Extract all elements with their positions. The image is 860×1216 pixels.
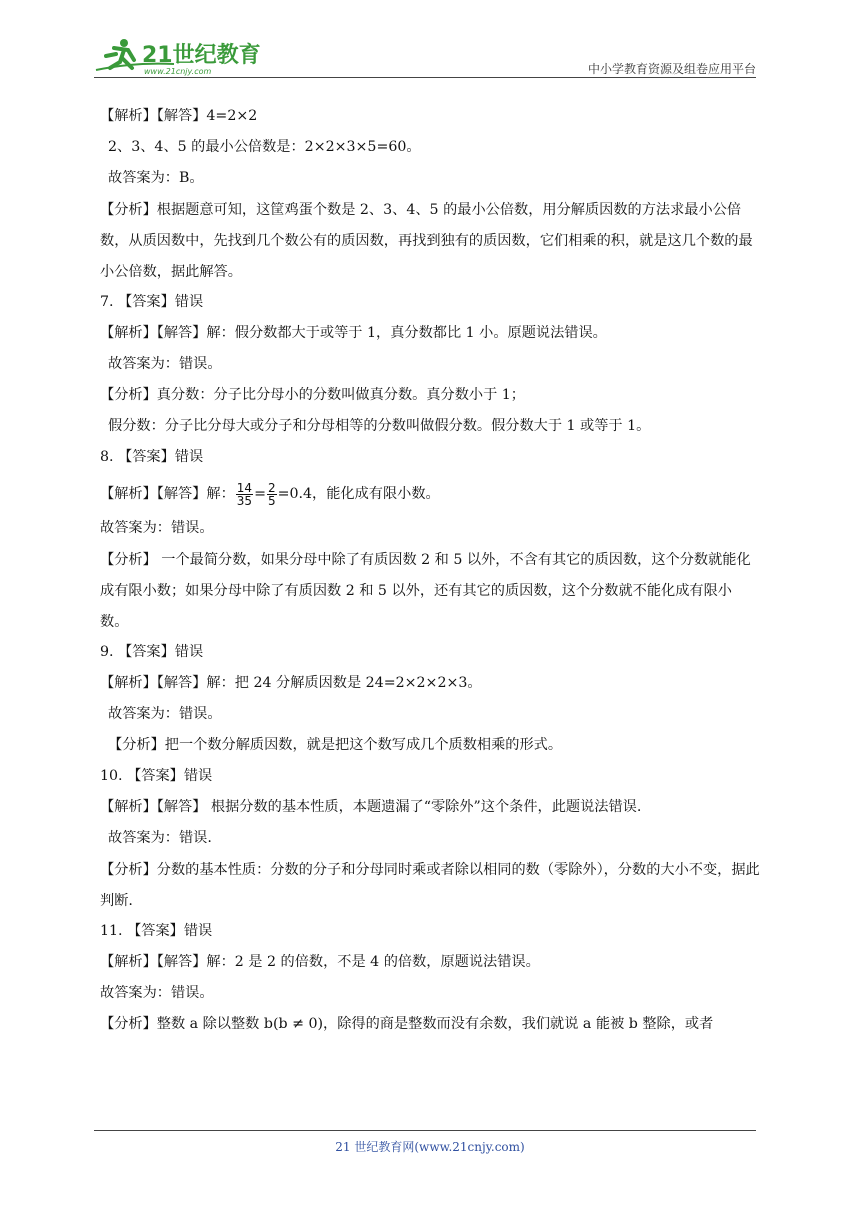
page-header: [94, 30, 756, 80]
site-logo: [94, 34, 264, 78]
text-line: 【解析】【解答】解：假分数都大于或等于 1，真分数都比 1 小。原题说法错误。: [100, 325, 607, 341]
page-footer: 21 世纪教育网(www.21cnjy.com): [335, 1140, 525, 1154]
fraction-denominator: 5: [267, 493, 276, 508]
text-line: 【分析】把一个数分解质因数，就是把这个数写成几个质数相乘的形式。: [108, 737, 563, 753]
text-line: 【分析】真分数：分子比分母小的分数叫做真分数。真分数小于 1；: [100, 387, 525, 403]
text-line: 故答案为：错误。: [108, 706, 222, 722]
analysis-paragraph: 【分析】根据题意可知，这筐鸡蛋个数是 2、3、4、5 的最小公倍数，用分解质因数的方法求最小公倍数，从质因数中，先找到几个数公有的质因数，再找到独有的质因数，它们相乘的积，就是这几个数的最小公倍数，据此解答。: [100, 202, 753, 280]
question-10-answer: 10. 【答案】错误: [100, 768, 213, 784]
text-line: 假分数：分子比分母大或分子和分母相等的分数叫做假分数。假分数大于 1 或等于 1。: [108, 418, 651, 434]
question-11-answer: 11. 【答案】错误: [100, 923, 213, 939]
fraction-denominator: 35: [236, 493, 253, 508]
logo-text: 21世纪教育: [142, 43, 261, 68]
text-line: 故答案为：错误。: [100, 985, 214, 1001]
text-line: 【分析】整数 a 除以整数 b(b ≠ 0)，除得的商是整数而没有余数，我们就说 a 能被 b 整除，或者: [100, 1016, 714, 1032]
text-line: 故答案为：B。: [108, 170, 204, 186]
text-span: 【解析】【解答】解：: [100, 486, 235, 502]
fraction-line: [100, 474, 760, 514]
logo-url: www.21cnjy.com: [144, 67, 212, 76]
text-line: 【解析】【解答】解：把 24 分解质因数是 24=2×2×2×3。: [100, 675, 482, 691]
fraction-14-35: [236, 482, 253, 507]
header-divider: [94, 77, 756, 78]
question-7-answer: 7. 【答案】错误: [100, 294, 204, 310]
text-line: 【解析】【解答】 根据分数的基本性质，本题遗漏了“零除外”这个条件，此题说法错误.: [100, 799, 642, 815]
text-line: 故答案为：错误。: [108, 356, 222, 372]
fraction-numerator: 14: [236, 480, 253, 495]
question-9-answer: 9. 【答案】错误: [100, 644, 204, 660]
text-span: =0.4，能化成有限小数。: [277, 486, 440, 502]
text-line: 故答案为：错误.: [108, 830, 212, 846]
text-line: 2、3、4、5 的最小公倍数是：2×2×3×5=60。: [108, 139, 421, 155]
platform-name: 中小学教育资源及组卷应用平台: [587, 62, 756, 76]
equals-sign: =: [254, 486, 266, 502]
fraction-2-5: [267, 482, 277, 507]
footer-divider: [94, 1130, 756, 1131]
text-line: 故答案为：错误。: [100, 520, 214, 536]
analysis-paragraph: 【分析】 一个最简分数，如果分母中除了有质因数 2 和 5 以外，不含有其它的质因数，这个分数就能化成有限小数；如果分母中除了有质因数 2 和 5 以外，还有其它的质因数，这个分数就不能化成有限小数。: [100, 552, 751, 630]
question-8-answer: 8. 【答案】错误: [100, 449, 204, 465]
text-line: 【解析】【解答】解：2 是 2 的倍数，不是 4 的倍数，原题说法错误。: [100, 954, 540, 970]
text-line: 【解析】【解答】4=2×2: [100, 108, 258, 124]
answer-content: [100, 102, 760, 1041]
analysis-paragraph: 【分析】分数的基本性质：分数的分子和分母同时乘或者除以相同的数（零除外），分数的大小不变，据此判断.: [100, 862, 760, 909]
fraction-numerator: 2: [267, 480, 276, 495]
